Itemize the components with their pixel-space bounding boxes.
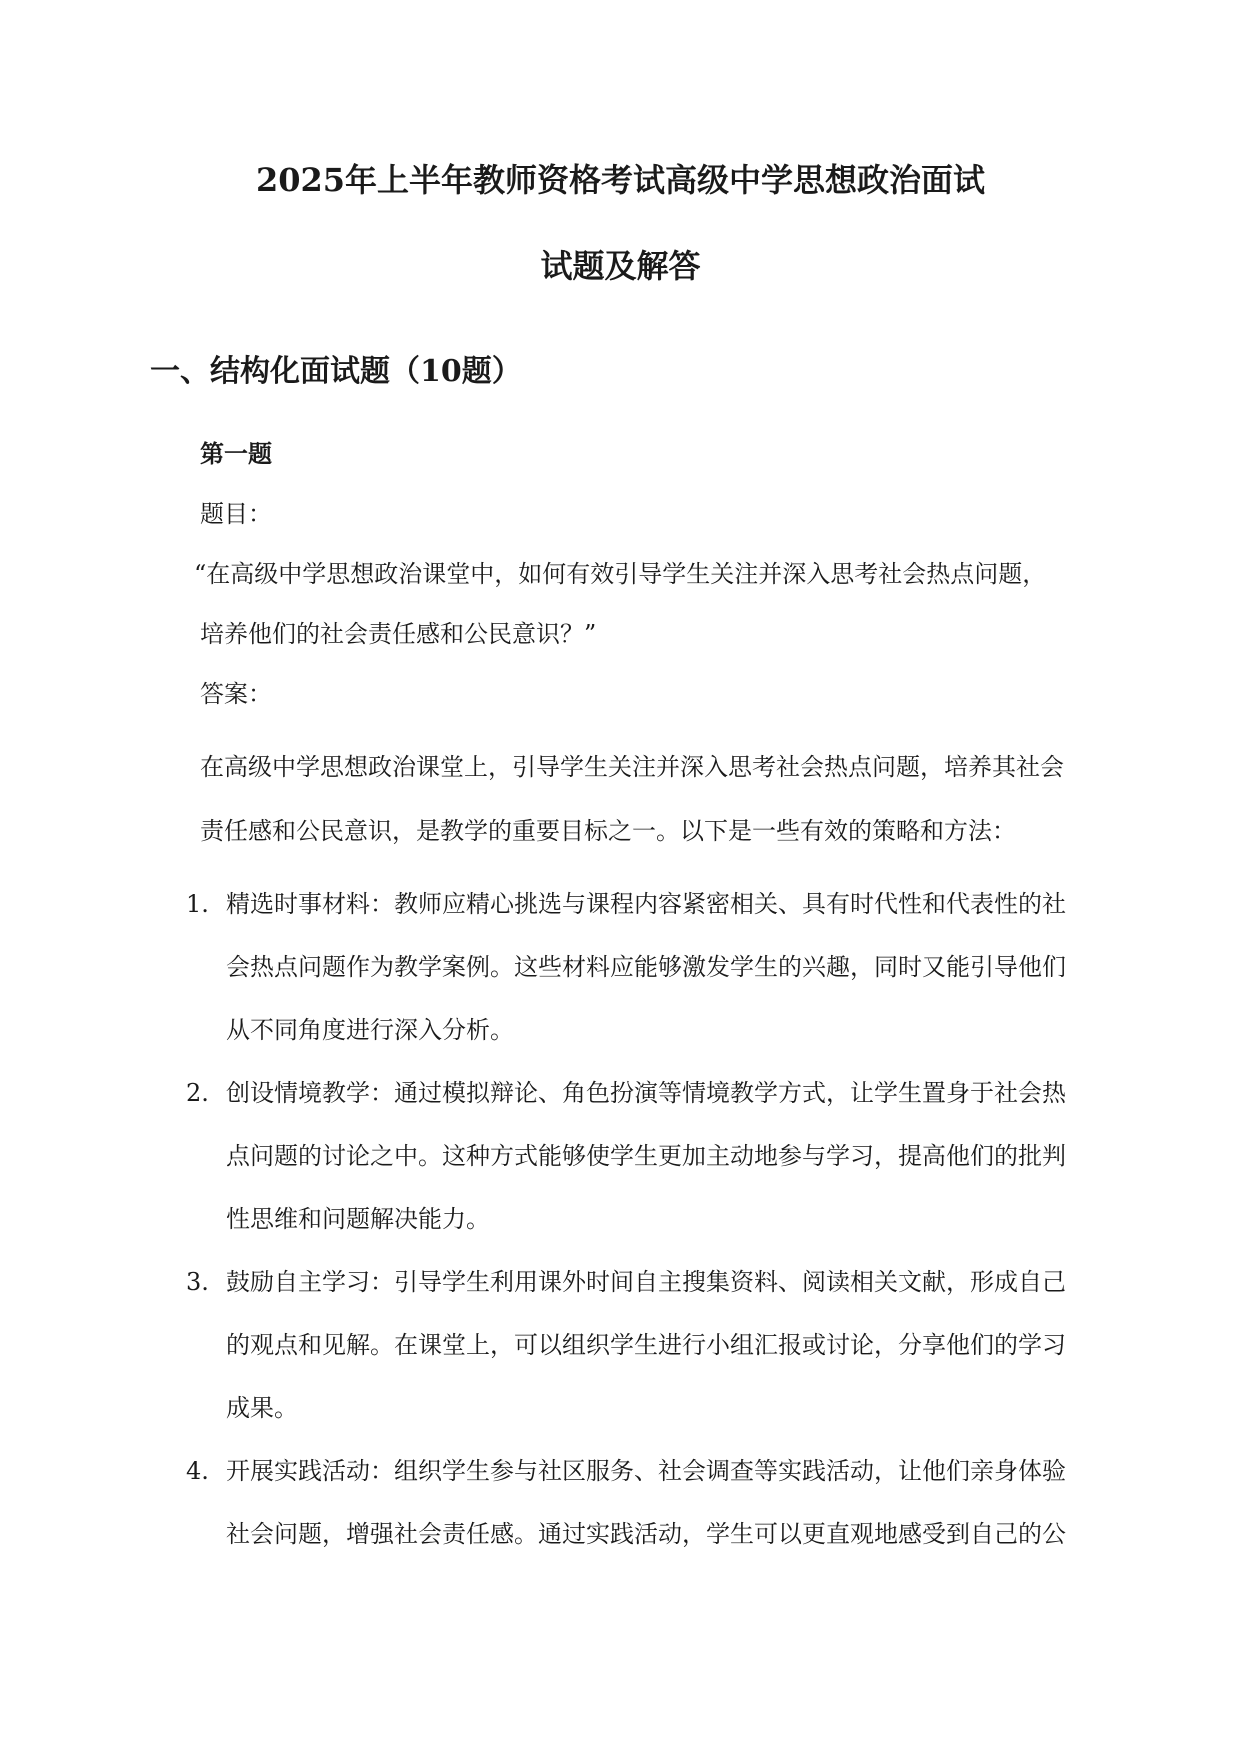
list-item-number: 4.	[186, 1457, 209, 1485]
section-heading: 一、结构化面试题（10题）	[150, 354, 522, 389]
list-item-number: 2.	[186, 1079, 209, 1107]
prompt-label: 题目：	[200, 500, 272, 528]
question-heading: 第一题	[200, 439, 272, 468]
list-item-line: 开展实践活动：组织学生参与社区服务、社会调查等实践活动，让他们亲身体验	[226, 1457, 1066, 1485]
document-title-line-2: 试题及解答	[540, 247, 701, 285]
list-item-line: 创设情境教学：通过模拟辩论、角色扮演等情境教学方式，让学生置身于社会热	[226, 1079, 1066, 1107]
list-item-line: 精选时事材料：教师应精心挑选与课程内容紧密相关、具有时代性和代表性的社	[226, 890, 1066, 918]
list-item-line: 从不同角度进行深入分析。	[226, 1016, 514, 1044]
list-item-line: 社会问题，增强社会责任感。通过实践活动，学生可以更直观地感受到自己的公	[226, 1520, 1066, 1548]
list-item-line: 会热点问题作为教学案例。这些材料应能够激发学生的兴趣，同时又能引导他们	[226, 953, 1066, 981]
document-title-line-1: 2025年上半年教师资格考试高级中学思想政治面试	[255, 161, 986, 199]
list-item-line: 成果。	[226, 1394, 298, 1422]
answer-label: 答案：	[200, 680, 272, 708]
list-item-line: 鼓励自主学习：引导学生利用课外时间自主搜集资料、阅读相关文献，形成自己	[226, 1268, 1066, 1296]
list-item-line: 的观点和见解。在课堂上，可以组织学生进行小组汇报或讨论，分享他们的学习	[226, 1331, 1066, 1359]
answer-intro-line: 在高级中学思想政治课堂上，引导学生关注并深入思考社会热点问题，培养其社会	[200, 753, 1064, 781]
answer-intro-line: 责任感和公民意识，是教学的重要目标之一。以下是一些有效的策略和方法：	[200, 817, 1016, 845]
list-item-number: 3.	[186, 1268, 209, 1296]
list-item-number: 1.	[186, 890, 209, 918]
prompt-line: 培养他们的社会责任感和公民意识？”	[200, 620, 597, 648]
list-item-line: 性思维和问题解决能力。	[226, 1205, 490, 1233]
list-item-line: 点问题的讨论之中。这种方式能够使学生更加主动地参与学习，提高他们的批判	[226, 1142, 1066, 1170]
prompt-line: “在高级中学思想政治课堂中，如何有效引导学生关注并深入思考社会热点问题，	[194, 560, 1047, 588]
